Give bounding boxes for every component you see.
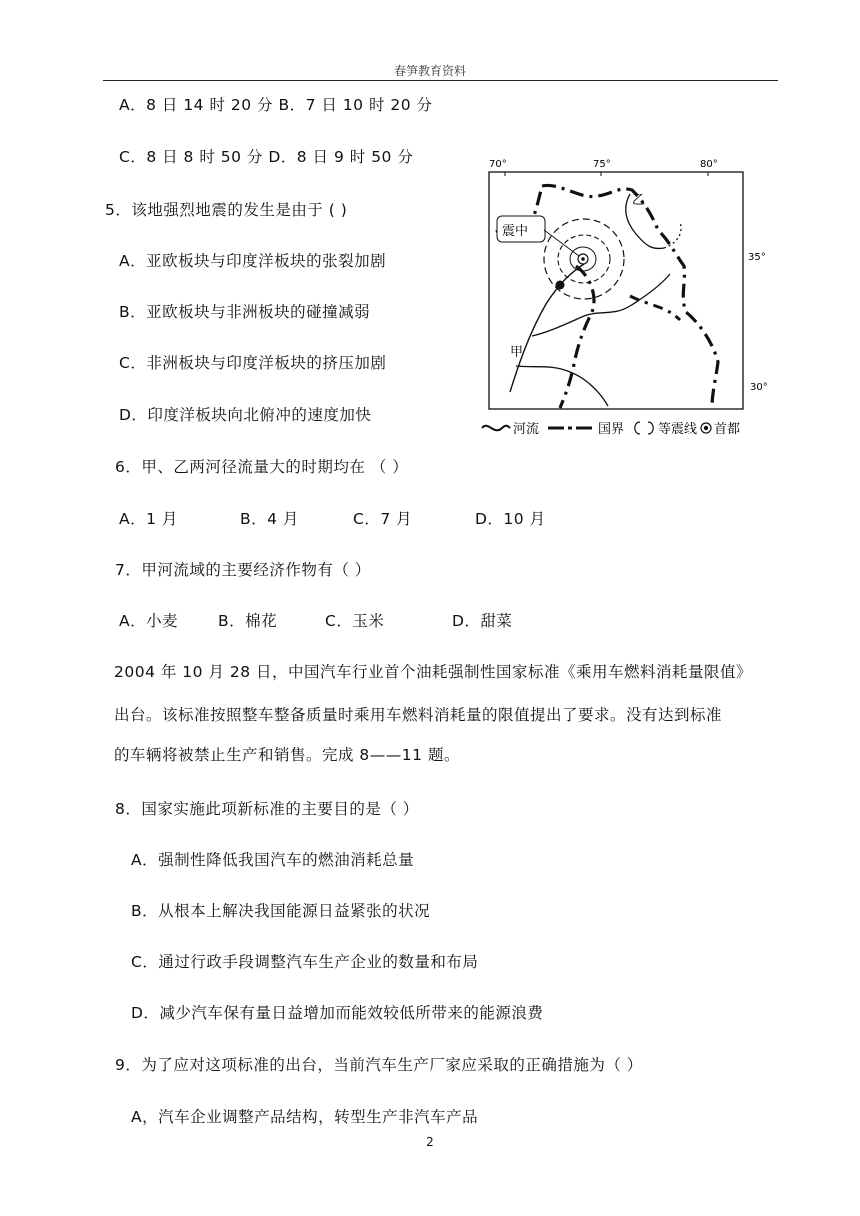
lat-label-35: 35° [748, 252, 766, 263]
q5-option-b: B．亚欧板块与非洲板块的碰撞减弱 [119, 303, 371, 321]
q8-option-c: C．通过行政手段调整汽车生产企业的数量和布局 [131, 953, 479, 971]
q8-option-d: D．减少汽车保有量日益增加而能效较低所带来的能源浪费 [131, 1004, 544, 1022]
page-header: 春笋教育资料 [393, 64, 466, 78]
q5-option-d: D．印度洋板块向北俯冲的速度加快 [119, 406, 372, 424]
q6-option-a: A．1 月 [119, 510, 178, 528]
q7-option-b: B．棉花 [218, 612, 278, 630]
q9-option-a: A，汽车企业调整产品结构，转型生产非汽车产品 [131, 1108, 479, 1126]
q6-options [119, 507, 546, 529]
legend-isoseismal: 等震线 [658, 422, 698, 437]
q7-stem: 7．甲河流域的主要经济作物有（ ） [115, 561, 371, 579]
legend-river: 河流 [513, 422, 540, 437]
map-frame [489, 172, 743, 409]
river-yi-upper [664, 222, 681, 248]
passage-line-1: 2004 年 10 月 28 日，中国汽车行业首个油耗强制性国家标准《乘用车燃料消耗量限值》 [114, 663, 753, 681]
passage-line-3: 的车辆将被禁止生产和销售。完成 8——11 题。 [114, 746, 460, 764]
earthquake-map [480, 156, 775, 442]
q6-option-d: D．10 月 [475, 510, 546, 528]
border-line-south [560, 266, 594, 408]
river-label-yi: 乙 [632, 193, 646, 208]
q5-option-c: C．非洲板块与印度洋板块的挤压加剧 [119, 354, 387, 372]
q4-options-cd: C．8 日 8 时 50 分 D．8 日 9 时 50 分 [119, 148, 414, 166]
q8-stem: 8．国家实施此项新标准的主要目的是（ ） [115, 800, 419, 818]
q7-options [119, 609, 512, 631]
q9-stem: 9．为了应对这项标准的出台，当前汽车生产厂家应采取的正确措施为（ ） [115, 1056, 643, 1074]
q7-option-a: A．小麦 [119, 612, 179, 630]
passage-line-2: 出台。该标准按照整车整备质量时乘用车燃料消耗量的限值提出了要求。没有达到标准 [114, 706, 723, 724]
q7-option-c: C．玉米 [325, 612, 385, 630]
river-label-jia: 甲 [510, 345, 524, 360]
epicenter-label: 震中 [502, 224, 529, 239]
lon-label-70: 70° [489, 159, 507, 170]
q8-option-b: B．从根本上解决我国能源日益紧张的状况 [131, 902, 431, 920]
legend-river-symbol [482, 426, 510, 431]
lon-label-75: 75° [593, 159, 611, 170]
page-number: 2 [426, 1135, 434, 1149]
q8-option-a: A．强制性降低我国汽车的燃油消耗总量 [131, 851, 415, 869]
legend-border: 国界 [598, 422, 625, 437]
lon-label-80: 80° [700, 159, 718, 170]
q6-option-c: C．7 月 [353, 510, 413, 528]
q7-option-d: D．甜菜 [452, 612, 513, 630]
q6-stem: 6．甲、乙两河径流量大的时期均在 （ ） [115, 458, 409, 476]
header-rule [103, 80, 778, 81]
border-line-middle [630, 296, 680, 320]
map-legend [482, 421, 740, 437]
legend-capital: 首都 [714, 422, 741, 437]
q4-options-ab: A．8 日 14 时 20 分 B．7 日 10 时 20 分 [119, 96, 433, 114]
q6-option-b: B．4 月 [240, 510, 299, 528]
legend-isoseismal-symbol [635, 422, 654, 434]
q5-option-a: A．亚欧板块与印度洋板块的张裂加剧 [119, 252, 387, 270]
lat-label-30: 30° [750, 382, 768, 393]
q5-stem: 5．该地强烈地震的发生是由于 ( ) [105, 201, 348, 219]
